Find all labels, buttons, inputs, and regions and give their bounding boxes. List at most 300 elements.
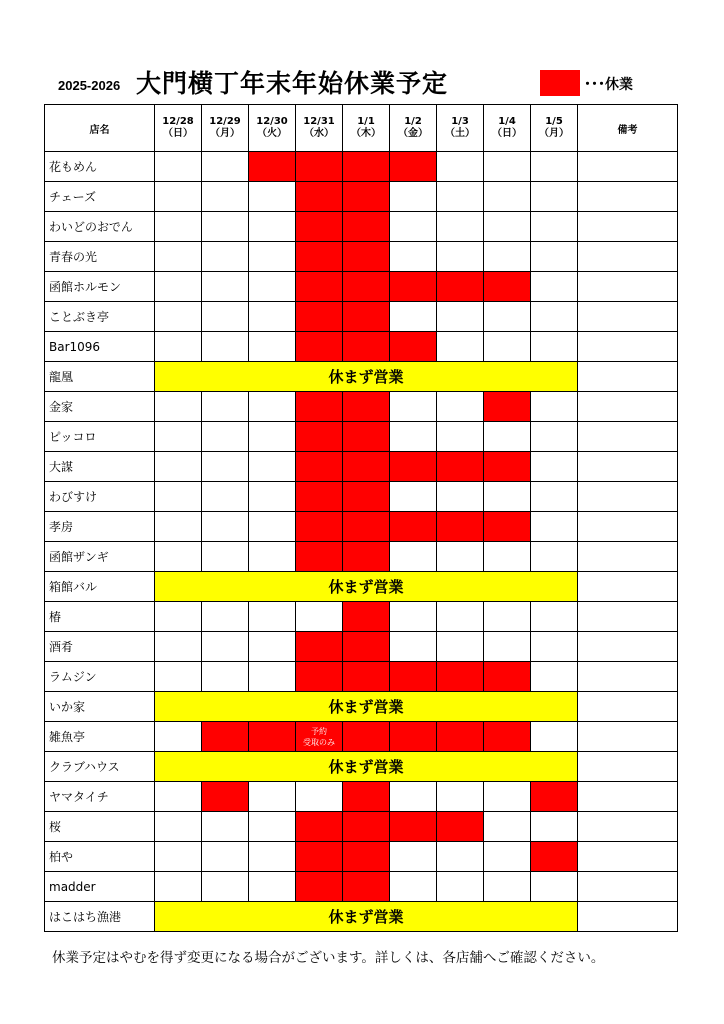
open-day-cell [155, 542, 202, 572]
open-all-banner: 休まず営業 [155, 572, 578, 602]
closed-day-cell [343, 512, 390, 542]
closed-day-cell [390, 812, 437, 842]
store-name: クラブハウス [45, 752, 155, 782]
date-column-header [343, 105, 390, 152]
closed-day-cell [343, 872, 390, 902]
open-day-cell [155, 212, 202, 242]
notes-cell [578, 602, 678, 632]
closed-day-cell [390, 662, 437, 692]
table-row [45, 782, 678, 812]
open-day-cell [390, 542, 437, 572]
table-row [45, 392, 678, 422]
open-day-cell [390, 242, 437, 272]
notes-cell [578, 152, 678, 182]
open-all-banner: 休まず営業 [155, 692, 578, 722]
open-day-cell [202, 812, 249, 842]
open-day-cell [531, 872, 578, 902]
cell-note-line: 予約 [311, 726, 327, 736]
open-day-cell [155, 482, 202, 512]
open-day-cell [155, 272, 202, 302]
closed-day-cell [296, 332, 343, 362]
open-day-cell [390, 392, 437, 422]
open-day-cell [155, 662, 202, 692]
date-column-header [155, 105, 202, 152]
closed-day-cell [343, 272, 390, 302]
open-day-cell [202, 482, 249, 512]
open-day-cell [531, 392, 578, 422]
open-day-cell [531, 212, 578, 242]
open-day-cell [484, 782, 531, 812]
closed-day-cell [249, 722, 296, 752]
table-row [45, 452, 678, 482]
open-day-cell [531, 482, 578, 512]
store-name: 椿 [45, 602, 155, 632]
table-row [45, 482, 678, 512]
open-day-cell [202, 602, 249, 632]
open-day-cell [155, 422, 202, 452]
open-day-cell [390, 302, 437, 332]
open-day-cell [249, 242, 296, 272]
open-all-banner: 休まず営業 [155, 752, 578, 782]
closed-day-cell [343, 302, 390, 332]
open-day-cell [484, 812, 531, 842]
open-day-cell [155, 602, 202, 632]
closed-day-cell [296, 542, 343, 572]
date-label: 1/5 [545, 116, 563, 127]
store-name: ラムジン [45, 662, 155, 692]
legend-closed-swatch [540, 70, 580, 96]
date-column-header [249, 105, 296, 152]
weekday-label: （火） [257, 128, 287, 139]
open-day-cell [390, 482, 437, 512]
closed-day-cell [296, 842, 343, 872]
open-day-cell [390, 872, 437, 902]
open-day-cell [202, 182, 249, 212]
open-day-cell [202, 392, 249, 422]
date-label: 12/28 [162, 116, 194, 127]
notes-cell [578, 722, 678, 752]
open-day-cell [437, 542, 484, 572]
table-row [45, 212, 678, 242]
open-day-cell [484, 212, 531, 242]
store-name: 金家 [45, 392, 155, 422]
closed-day-cell [343, 632, 390, 662]
open-day-cell [484, 872, 531, 902]
closed-day-cell [343, 542, 390, 572]
table-row [45, 842, 678, 872]
store-name: 函館ホルモン [45, 272, 155, 302]
open-day-cell [437, 632, 484, 662]
table-row [45, 722, 678, 752]
open-day-cell [155, 452, 202, 482]
open-day-cell [249, 662, 296, 692]
date-column-header [202, 105, 249, 152]
open-day-cell [390, 602, 437, 632]
open-day-cell [531, 662, 578, 692]
open-day-cell [249, 542, 296, 572]
open-day-cell [202, 662, 249, 692]
open-day-cell [390, 782, 437, 812]
open-day-cell [390, 632, 437, 662]
date-label: 1/4 [498, 116, 516, 127]
closed-day-cell [296, 242, 343, 272]
open-day-cell [484, 632, 531, 662]
notes-cell [578, 422, 678, 452]
open-day-cell [531, 602, 578, 632]
open-day-cell [155, 842, 202, 872]
open-day-cell [531, 332, 578, 362]
open-day-cell [249, 212, 296, 242]
closed-day-cell [437, 452, 484, 482]
open-day-cell [249, 782, 296, 812]
table-row [45, 362, 678, 392]
notes-cell [578, 242, 678, 272]
open-day-cell [484, 422, 531, 452]
weekday-label: （月） [539, 128, 569, 139]
open-day-cell [249, 632, 296, 662]
open-day-cell [531, 812, 578, 842]
store-name: ヤマタイチ [45, 782, 155, 812]
page-title: 大門横丁年末年始休業予定 [136, 69, 449, 98]
open-day-cell [202, 332, 249, 362]
open-day-cell [249, 512, 296, 542]
closed-day-cell [296, 272, 343, 302]
open-day-cell [531, 722, 578, 752]
store-name: 雑魚亭 [45, 722, 155, 752]
store-name: ことぶき亭 [45, 302, 155, 332]
closed-day-cell [296, 422, 343, 452]
date-column-header [437, 105, 484, 152]
notes-cell [578, 212, 678, 242]
closed-day-cell [484, 272, 531, 302]
store-name: 龍凰 [45, 362, 155, 392]
open-day-cell [155, 812, 202, 842]
open-day-cell [390, 842, 437, 872]
open-day-cell [202, 152, 249, 182]
closed-day-cell [343, 422, 390, 452]
open-day-cell [437, 422, 484, 452]
page-header [0, 0, 724, 104]
closed-day-cell [343, 722, 390, 752]
store-name: madder [45, 872, 155, 902]
date-column-header [296, 105, 343, 152]
notes-cell [578, 482, 678, 512]
open-day-cell [484, 302, 531, 332]
closed-day-cell [390, 452, 437, 482]
open-day-cell [531, 542, 578, 572]
store-name: 酒肴 [45, 632, 155, 662]
closed-day-cell [343, 242, 390, 272]
open-day-cell [437, 602, 484, 632]
closed-day-cell [484, 392, 531, 422]
date-label: 1/3 [451, 116, 469, 127]
table-header-row [45, 105, 678, 152]
table-row [45, 572, 678, 602]
date-label: 1/1 [357, 116, 375, 127]
store-name: 桜 [45, 812, 155, 842]
open-day-cell [296, 782, 343, 812]
closed-day-cell [390, 152, 437, 182]
open-day-cell [155, 392, 202, 422]
date-label: 12/29 [209, 116, 241, 127]
store-name: いか家 [45, 692, 155, 722]
notes-cell [578, 302, 678, 332]
open-day-cell [249, 332, 296, 362]
open-day-cell [249, 302, 296, 332]
table-row [45, 872, 678, 902]
footer-note: 休業予定はやむを得ず変更になる場合がございます。詳しくは、各店舗へご確認ください。 [52, 950, 605, 966]
open-day-cell [437, 782, 484, 812]
holiday-schedule-table [44, 104, 678, 932]
notes-cell [578, 752, 678, 782]
open-day-cell [202, 542, 249, 572]
open-day-cell [202, 212, 249, 242]
closed-day-cell [390, 332, 437, 362]
table-row [45, 602, 678, 632]
open-day-cell [155, 332, 202, 362]
closed-day-cell [390, 512, 437, 542]
closed-day-cell [296, 392, 343, 422]
open-day-cell [155, 512, 202, 542]
closed-day-cell [296, 662, 343, 692]
open-day-cell [484, 542, 531, 572]
notes-cell [578, 512, 678, 542]
open-day-cell [437, 482, 484, 512]
closed-day-cell [343, 332, 390, 362]
store-name: ピッコロ [45, 422, 155, 452]
open-day-cell [249, 182, 296, 212]
date-column-header [531, 105, 578, 152]
open-day-cell [249, 482, 296, 512]
closed-day-cell [296, 872, 343, 902]
table-body [45, 152, 678, 932]
closed-day-cell [296, 152, 343, 182]
table-row [45, 632, 678, 662]
open-day-cell [484, 242, 531, 272]
closed-day-cell [484, 452, 531, 482]
open-day-cell [484, 842, 531, 872]
store-name: 花もめん [45, 152, 155, 182]
weekday-label: （日） [163, 128, 193, 139]
legend-closed-label: ･･･休業 [584, 77, 633, 93]
closed-day-cell [343, 392, 390, 422]
open-day-cell [437, 212, 484, 242]
open-day-cell [202, 422, 249, 452]
closed-day-cell [202, 722, 249, 752]
notes-cell [578, 842, 678, 872]
notes-cell [578, 452, 678, 482]
closed-day-cell [390, 722, 437, 752]
closed-day-cell [484, 662, 531, 692]
open-day-cell [390, 422, 437, 452]
closed-day-cell [437, 512, 484, 542]
table-row [45, 332, 678, 362]
open-day-cell [437, 872, 484, 902]
store-name: はこはち漁港 [45, 902, 155, 932]
table-row [45, 812, 678, 842]
closed-day-cell [296, 812, 343, 842]
open-day-cell [202, 302, 249, 332]
closed-day-cell [202, 782, 249, 812]
open-day-cell [249, 392, 296, 422]
table-row [45, 272, 678, 302]
open-day-cell [202, 872, 249, 902]
closed-day-cell [484, 512, 531, 542]
closed-day-cell [343, 662, 390, 692]
open-day-cell [531, 452, 578, 482]
closed-day-cell [531, 842, 578, 872]
table-row [45, 182, 678, 212]
open-day-cell [437, 842, 484, 872]
closed-day-cell [437, 662, 484, 692]
closed-day-cell [343, 182, 390, 212]
cell-note-line: 受取のみ [303, 737, 335, 747]
open-day-cell [484, 332, 531, 362]
table-row [45, 542, 678, 572]
open-day-cell [484, 602, 531, 632]
weekday-label: （土） [445, 128, 475, 139]
closed-day-cell [343, 212, 390, 242]
open-day-cell [249, 842, 296, 872]
table-row [45, 512, 678, 542]
store-name: Bar1096 [45, 332, 155, 362]
open-day-cell [437, 302, 484, 332]
notes-cell [578, 542, 678, 572]
table-row [45, 662, 678, 692]
store-name: わびすけ [45, 482, 155, 512]
open-day-cell [202, 452, 249, 482]
table-row [45, 302, 678, 332]
store-name: 函館ザンギ [45, 542, 155, 572]
notes-cell [578, 902, 678, 932]
closed-day-cell [296, 722, 343, 752]
open-day-cell [155, 302, 202, 332]
store-name: わいどのおでん [45, 212, 155, 242]
open-day-cell [296, 602, 343, 632]
closed-day-cell [343, 452, 390, 482]
date-column-header [484, 105, 531, 152]
closed-day-cell [531, 782, 578, 812]
open-day-cell [202, 842, 249, 872]
table-row [45, 752, 678, 782]
store-name: 青春の光 [45, 242, 155, 272]
closed-day-cell [437, 722, 484, 752]
notes-cell [578, 872, 678, 902]
open-day-cell [249, 452, 296, 482]
notes-cell [578, 332, 678, 362]
notes-cell [578, 782, 678, 812]
open-day-cell [155, 722, 202, 752]
open-day-cell [437, 332, 484, 362]
weekday-label: （金） [398, 128, 428, 139]
year-range: 2025-2026 [58, 78, 121, 93]
notes-cell [578, 812, 678, 842]
notes-column-header: 備考 [578, 105, 678, 152]
closed-day-cell [437, 812, 484, 842]
store-name: 柏や [45, 842, 155, 872]
date-column-header [390, 105, 437, 152]
open-day-cell [484, 482, 531, 512]
open-day-cell [249, 812, 296, 842]
closed-day-cell [484, 722, 531, 752]
open-day-cell [202, 632, 249, 662]
open-day-cell [155, 872, 202, 902]
date-label: 12/30 [256, 116, 288, 127]
open-day-cell [390, 212, 437, 242]
open-day-cell [531, 632, 578, 662]
date-label: 12/31 [303, 116, 335, 127]
notes-cell [578, 362, 678, 392]
table-row [45, 422, 678, 452]
closed-day-cell [296, 212, 343, 242]
weekday-label: （木） [351, 128, 381, 139]
open-all-banner: 休まず営業 [155, 902, 578, 932]
store-name: 箱館バル [45, 572, 155, 602]
open-day-cell [484, 182, 531, 212]
closed-day-cell [296, 512, 343, 542]
open-day-cell [437, 182, 484, 212]
open-day-cell [531, 242, 578, 272]
store-name: チェーズ [45, 182, 155, 212]
date-label: 1/2 [404, 116, 422, 127]
closed-day-cell [296, 302, 343, 332]
closed-day-cell [343, 782, 390, 812]
notes-cell [578, 662, 678, 692]
open-day-cell [531, 152, 578, 182]
notes-cell [578, 692, 678, 722]
notes-cell [578, 632, 678, 662]
weekday-label: （月） [210, 128, 240, 139]
table-row [45, 242, 678, 272]
closed-day-cell [343, 812, 390, 842]
closed-day-cell [296, 182, 343, 212]
open-day-cell [249, 272, 296, 302]
weekday-label: （日） [492, 128, 522, 139]
weekday-label: （水） [304, 128, 334, 139]
open-day-cell [202, 272, 249, 302]
closed-day-cell [296, 632, 343, 662]
open-day-cell [437, 152, 484, 182]
closed-day-cell [343, 152, 390, 182]
open-day-cell [437, 392, 484, 422]
table-row [45, 152, 678, 182]
closed-day-cell [343, 602, 390, 632]
closed-day-cell [296, 482, 343, 512]
open-day-cell [249, 422, 296, 452]
closed-day-cell [343, 842, 390, 872]
notes-cell [578, 272, 678, 302]
open-day-cell [531, 422, 578, 452]
store-name: 大謀 [45, 452, 155, 482]
open-day-cell [249, 602, 296, 632]
closed-day-cell [296, 452, 343, 482]
closed-day-cell [249, 152, 296, 182]
notes-cell [578, 182, 678, 212]
open-day-cell [249, 872, 296, 902]
open-all-banner: 休まず営業 [155, 362, 578, 392]
store-column-header: 店名 [45, 105, 155, 152]
closed-day-cell [390, 272, 437, 302]
open-day-cell [531, 302, 578, 332]
closed-day-cell [437, 272, 484, 302]
table-row [45, 692, 678, 722]
open-day-cell [531, 182, 578, 212]
notes-cell [578, 392, 678, 422]
open-day-cell [531, 272, 578, 302]
open-day-cell [202, 512, 249, 542]
open-day-cell [202, 242, 249, 272]
open-day-cell [155, 242, 202, 272]
